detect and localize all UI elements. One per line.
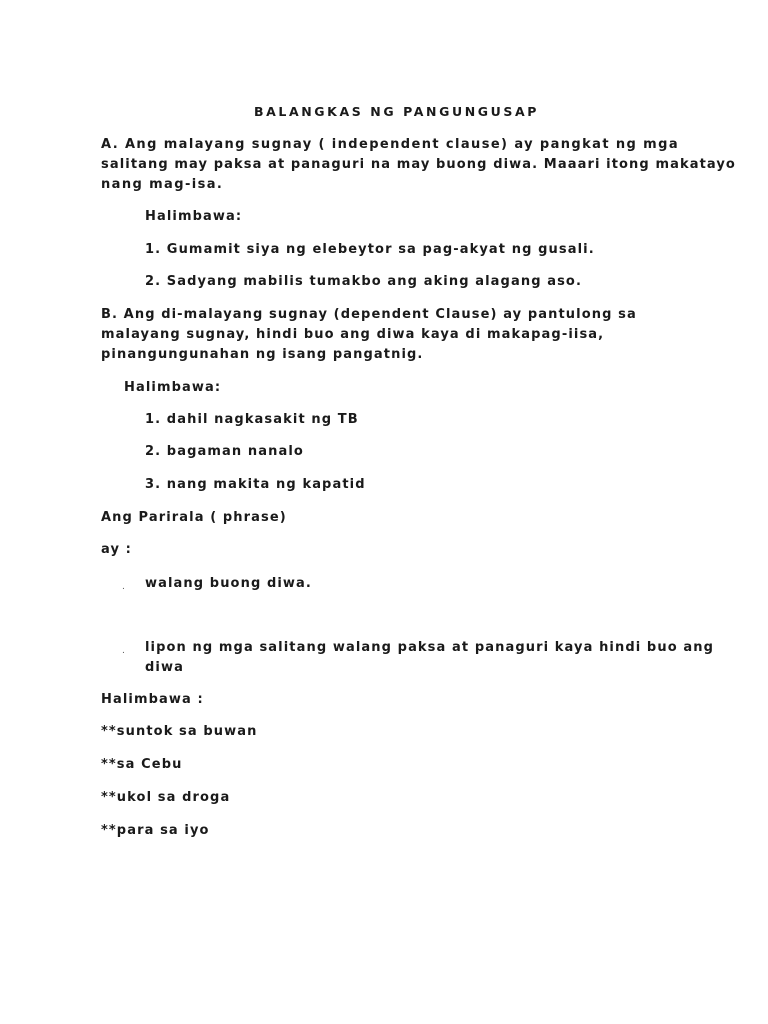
- phrase-example-label: Halimbawa :: [101, 692, 204, 707]
- document-title: BALANGKAS NG PANGUNGUSAP: [254, 104, 540, 119]
- section-b-example-3: 3. nang makita ng kapatid: [145, 477, 366, 492]
- phrase-bullet-1: walang buong diwa.: [145, 576, 312, 591]
- section-b-example-2: 2. bagaman nanalo: [145, 444, 304, 459]
- phrase-ay-label: ay :: [101, 542, 132, 557]
- section-b-example-1: 1. dahil nagkasakit ng TB: [145, 412, 359, 427]
- section-a-example-2: 2. Sadyang mabilis tumakbo ang aking alagang aso.: [145, 274, 582, 289]
- section-a-line-2: salitang may paksa at panaguri na may buong diwa. Maaari itong makatayo: [101, 157, 736, 172]
- section-a-line-3: nang mag-isa.: [101, 177, 224, 192]
- phrase-bullet-2-cont: diwa: [145, 660, 184, 675]
- section-b-example-label: Halimbawa:: [124, 380, 222, 395]
- phrase-example-1: **suntok sa buwan: [101, 724, 258, 739]
- phrase-example-3: **ukol sa droga: [101, 790, 231, 805]
- phrase-example-2: **sa Cebu: [101, 757, 183, 772]
- phrase-heading: Ang Parirala ( phrase): [101, 510, 287, 525]
- section-a-line-1: A. Ang malayang sugnay ( independent clause) ay pangkat ng mga: [101, 137, 680, 152]
- phrase-bullet-2: lipon ng mga salitang walang paksa at panaguri kaya hindi buo ang: [145, 640, 714, 655]
- bullet-marker-2: .: [122, 646, 125, 656]
- phrase-example-4: **para sa iyo: [101, 823, 210, 838]
- bullet-marker-1: .: [122, 582, 125, 592]
- section-b-line-1: B. Ang di-malayang sugnay (dependent Clause) ay pantulong sa: [101, 307, 637, 322]
- section-a-example-1: 1. Gumamit siya ng elebeytor sa pag-akyat ng gusali.: [145, 242, 595, 257]
- section-b-line-3: pinangungunahan ng isang pangatnig.: [101, 347, 424, 362]
- section-b-line-2: malayang sugnay, hindi buo ang diwa kaya di makapag-iisa,: [101, 327, 605, 342]
- section-a-example-label: Halimbawa:: [145, 209, 243, 224]
